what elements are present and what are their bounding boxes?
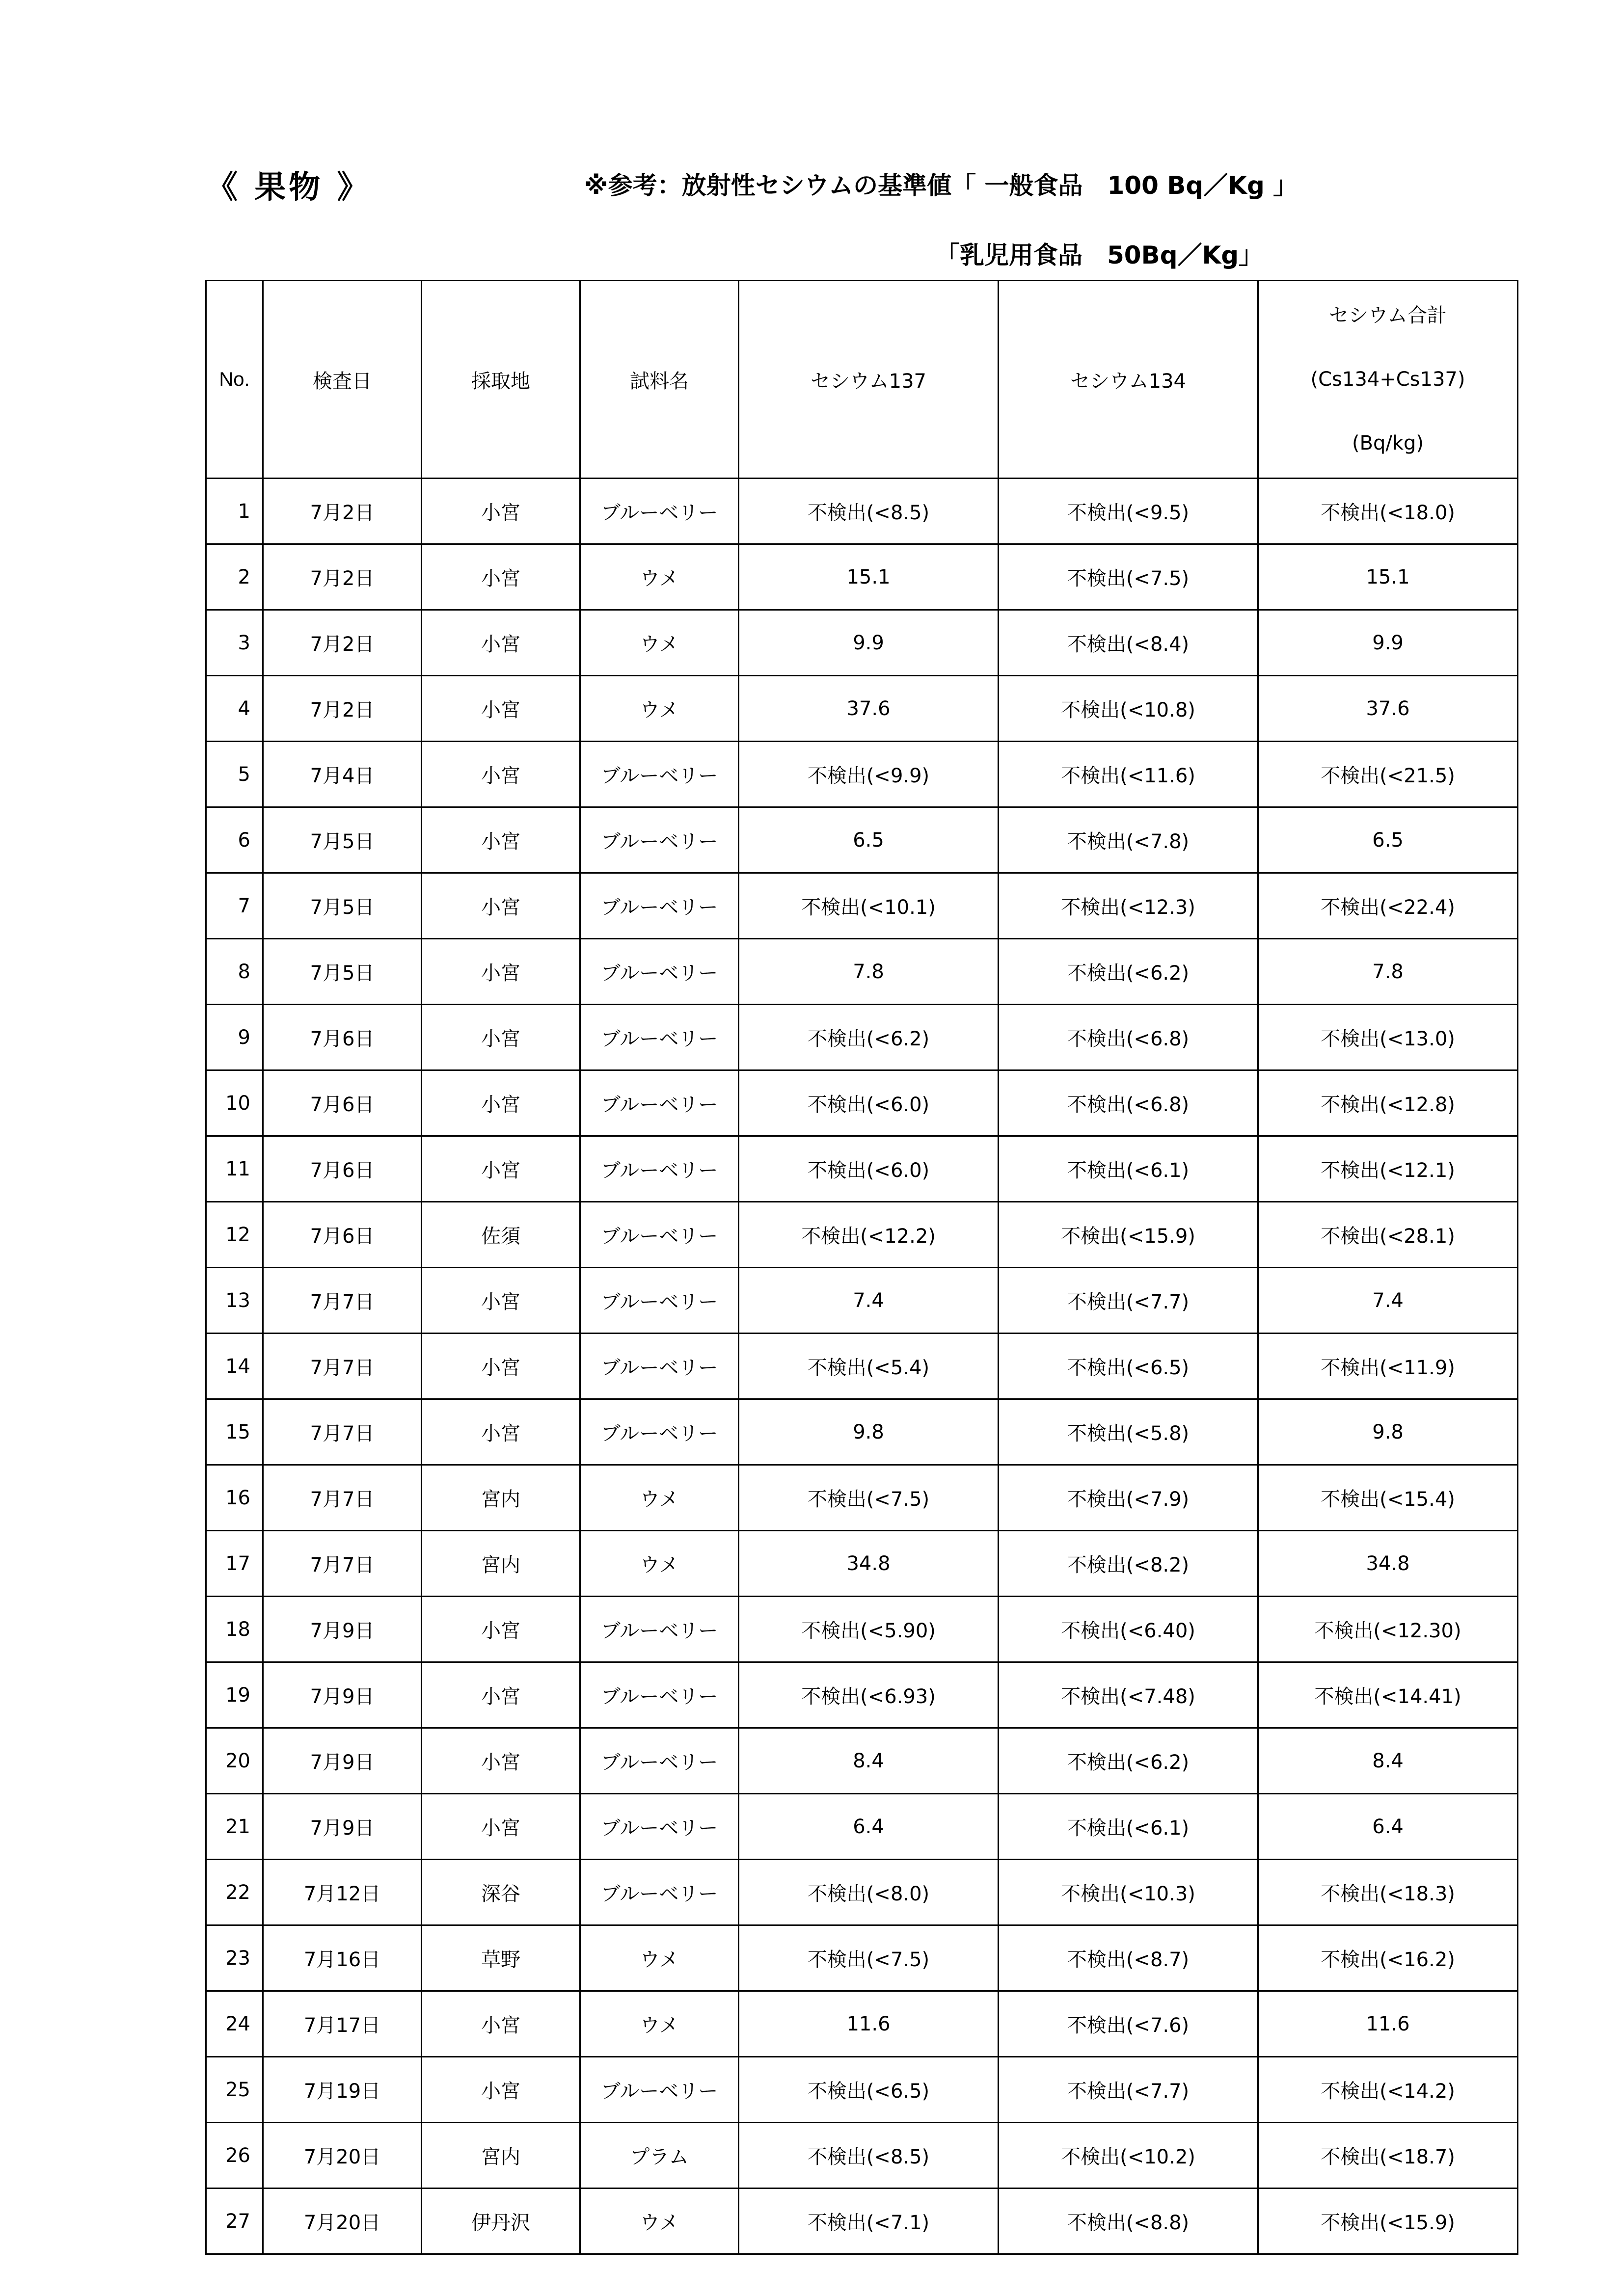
cell-total: 7.4 [1258, 1268, 1518, 1334]
cell-cs134: 不検出(<6.2) [999, 1728, 1258, 1794]
cell-sample: ウメ [580, 1925, 739, 1991]
cell-date: 7月7日 [263, 1465, 422, 1531]
cell-cs134: 不検出(<6.1) [999, 1136, 1258, 1202]
cell-cs137: 15.1 [739, 544, 999, 610]
header-row [206, 281, 1518, 479]
table-row [206, 939, 1518, 1005]
cell-total: 不検出(<16.2) [1258, 1925, 1518, 1991]
table-row [206, 1005, 1518, 1070]
cell-total: 6.5 [1258, 807, 1518, 873]
table-row [206, 1202, 1518, 1268]
header-total-unit: (Bq/kg) [1352, 432, 1424, 454]
cell-cs134: 不検出(<7.9) [999, 1465, 1258, 1531]
cell-location: 小宮 [422, 939, 580, 1005]
cell-no: 20 [206, 1728, 263, 1794]
cell-cs137: 37.6 [739, 676, 999, 742]
table-row [206, 1399, 1518, 1465]
cell-no: 25 [206, 2057, 263, 2123]
cell-cs134: 不検出(<9.5) [999, 479, 1258, 544]
cell-cs134: 不検出(<8.4) [999, 610, 1258, 676]
cell-date: 7月20日 [263, 2189, 422, 2254]
table-row [206, 544, 1518, 610]
cell-date: 7月6日 [263, 1005, 422, 1070]
cell-cs134: 不検出(<7.5) [999, 544, 1258, 610]
cell-date: 7月2日 [263, 676, 422, 742]
header-cs134: セシウム134 [999, 281, 1258, 479]
cell-sample: ブルーベリー [580, 1334, 739, 1399]
cell-no: 27 [206, 2189, 263, 2254]
cell-location: 小宮 [422, 1268, 580, 1334]
cell-date: 7月20日 [263, 2123, 422, 2189]
cell-no: 15 [206, 1399, 263, 1465]
cell-date: 7月5日 [263, 873, 422, 939]
cell-location: 小宮 [422, 873, 580, 939]
reference-standard-general: ※参考：放射性セシウムの基準値「 一般食品 100 Bq／Kg 」 [584, 171, 1298, 200]
cell-no: 18 [206, 1597, 263, 1662]
cell-total: 不検出(<18.7) [1258, 2123, 1518, 2189]
cell-location: 小宮 [422, 1334, 580, 1399]
cell-location: 草野 [422, 1925, 580, 1991]
cell-no: 1 [206, 479, 263, 544]
cell-no: 2 [206, 544, 263, 610]
cell-date: 7月6日 [263, 1070, 422, 1136]
table-row [206, 1334, 1518, 1399]
cell-cs134: 不検出(<7.6) [999, 1991, 1258, 2057]
cell-total: 不検出(<18.3) [1258, 1860, 1518, 1925]
cell-sample: ブルーベリー [580, 1005, 739, 1070]
table-row [206, 1136, 1518, 1202]
cell-cs137: 不検出(<9.9) [739, 742, 999, 807]
cell-no: 17 [206, 1531, 263, 1597]
cell-cs134: 不検出(<12.3) [999, 873, 1258, 939]
cell-total: 37.6 [1258, 676, 1518, 742]
cell-cs134: 不検出(<11.6) [999, 742, 1258, 807]
cell-date: 7月7日 [263, 1334, 422, 1399]
cell-date: 7月6日 [263, 1136, 422, 1202]
cell-cs137: 不検出(<5.90) [739, 1597, 999, 1662]
cell-total: 不検出(<28.1) [1258, 1202, 1518, 1268]
cell-total: 不検出(<13.0) [1258, 1005, 1518, 1070]
table-row [206, 742, 1518, 807]
cell-location: 小宮 [422, 807, 580, 873]
table-row [206, 2189, 1518, 2254]
page-title: 《 果物 》 [206, 169, 372, 206]
cell-total: 9.9 [1258, 610, 1518, 676]
cell-date: 7月5日 [263, 807, 422, 873]
cell-date: 7月6日 [263, 1202, 422, 1268]
cell-location: 小宮 [422, 1597, 580, 1662]
cell-cs137: 不検出(<6.0) [739, 1136, 999, 1202]
cell-location: 小宮 [422, 2057, 580, 2123]
cell-sample: ウメ [580, 544, 739, 610]
cell-date: 7月19日 [263, 2057, 422, 2123]
cell-total: 不検出(<12.30) [1258, 1597, 1518, 1662]
cell-cs137: 不検出(<6.0) [739, 1070, 999, 1136]
table-row [206, 2057, 1518, 2123]
cell-sample: ブルーベリー [580, 1399, 739, 1465]
cell-date: 7月12日 [263, 1860, 422, 1925]
cell-total: 不検出(<21.5) [1258, 742, 1518, 807]
cell-date: 7月7日 [263, 1531, 422, 1597]
cell-date: 7月9日 [263, 1597, 422, 1662]
table-row [206, 2123, 1518, 2189]
cell-sample: ブルーベリー [580, 939, 739, 1005]
cell-sample: ブルーベリー [580, 873, 739, 939]
cell-date: 7月9日 [263, 1728, 422, 1794]
cell-total: 不検出(<15.9) [1258, 2189, 1518, 2254]
cell-cs134: 不検出(<8.2) [999, 1531, 1258, 1597]
cell-sample: ブルーベリー [580, 2057, 739, 2123]
cell-total: 34.8 [1258, 1531, 1518, 1597]
cell-date: 7月2日 [263, 610, 422, 676]
cell-cs134: 不検出(<10.3) [999, 1860, 1258, 1925]
header-total-formula: (Cs134+Cs137) [1310, 368, 1465, 391]
cell-location: 深谷 [422, 1860, 580, 1925]
cell-no: 22 [206, 1860, 263, 1925]
cell-total: 6.4 [1258, 1794, 1518, 1860]
cell-no: 6 [206, 807, 263, 873]
cell-no: 12 [206, 1202, 263, 1268]
cell-location: 宮内 [422, 1465, 580, 1531]
table-row [206, 1662, 1518, 1728]
cell-no: 9 [206, 1005, 263, 1070]
cell-total: 不検出(<11.9) [1258, 1334, 1518, 1399]
cell-cs134: 不検出(<7.8) [999, 807, 1258, 873]
cell-sample: ブルーベリー [580, 1597, 739, 1662]
header-sample: 試料名 [580, 281, 739, 479]
cell-location: 宮内 [422, 1531, 580, 1597]
cell-location: 小宮 [422, 1662, 580, 1728]
cell-location: 小宮 [422, 1991, 580, 2057]
table-row [206, 676, 1518, 742]
cell-cs134: 不検出(<6.2) [999, 939, 1258, 1005]
cell-no: 14 [206, 1334, 263, 1399]
cell-no: 23 [206, 1925, 263, 1991]
cell-sample: プラム [580, 2123, 739, 2189]
cell-sample: ウメ [580, 1991, 739, 2057]
table-row [206, 479, 1518, 544]
cell-location: 宮内 [422, 2123, 580, 2189]
cell-cs134: 不検出(<10.8) [999, 676, 1258, 742]
cell-sample: ブルーベリー [580, 1136, 739, 1202]
cell-total: 15.1 [1258, 544, 1518, 610]
cell-location: 小宮 [422, 676, 580, 742]
cell-sample: ウメ [580, 610, 739, 676]
table-row [206, 1597, 1518, 1662]
cell-date: 7月2日 [263, 544, 422, 610]
table-row [206, 1268, 1518, 1334]
table-row [206, 1465, 1518, 1531]
cell-no: 21 [206, 1794, 263, 1860]
cell-total: 7.8 [1258, 939, 1518, 1005]
cell-cs137: 不検出(<8.5) [739, 2123, 999, 2189]
reference-standard-infant: 「乳児用食品 50Bq／Kg」 [935, 241, 1264, 269]
cell-cs134: 不検出(<6.40) [999, 1597, 1258, 1662]
cell-cs137: 不検出(<5.4) [739, 1334, 999, 1399]
cell-sample: ウメ [580, 1465, 739, 1531]
header-total [1258, 281, 1518, 479]
cell-cs134: 不検出(<6.1) [999, 1794, 1258, 1860]
cell-cs137: 8.4 [739, 1728, 999, 1794]
cell-cs134: 不検出(<5.8) [999, 1399, 1258, 1465]
header-date: 検査日 [263, 281, 422, 479]
cell-date: 7月2日 [263, 479, 422, 544]
table-row [206, 807, 1518, 873]
cell-no: 13 [206, 1268, 263, 1334]
cell-date: 7月9日 [263, 1794, 422, 1860]
cell-date: 7月4日 [263, 742, 422, 807]
cell-cs137: 9.9 [739, 610, 999, 676]
cell-location: 小宮 [422, 1070, 580, 1136]
cell-cs137: 7.8 [739, 939, 999, 1005]
cell-total: 不検出(<22.4) [1258, 873, 1518, 939]
header-cs137: セシウム137 [739, 281, 999, 479]
table-row [206, 1531, 1518, 1597]
cell-date: 7月9日 [263, 1662, 422, 1728]
cell-no: 4 [206, 676, 263, 742]
cell-sample: ウメ [580, 2189, 739, 2254]
table-row [206, 1794, 1518, 1860]
cell-total: 8.4 [1258, 1728, 1518, 1794]
cell-sample: ブルーベリー [580, 1728, 739, 1794]
table-row [206, 1070, 1518, 1136]
cell-total: 不検出(<14.2) [1258, 2057, 1518, 2123]
cell-no: 8 [206, 939, 263, 1005]
cell-cs137: 不検出(<7.1) [739, 2189, 999, 2254]
cell-no: 10 [206, 1070, 263, 1136]
cell-location: 小宮 [422, 1136, 580, 1202]
cell-location: 小宮 [422, 479, 580, 544]
cell-sample: ブルーベリー [580, 1794, 739, 1860]
results-table [205, 280, 1518, 2255]
cell-sample: ウメ [580, 1531, 739, 1597]
cell-cs137: 34.8 [739, 1531, 999, 1597]
cell-location: 佐須 [422, 1202, 580, 1268]
cell-cs137: 不検出(<12.2) [739, 1202, 999, 1268]
cell-no: 11 [206, 1136, 263, 1202]
cell-total: 不検出(<14.41) [1258, 1662, 1518, 1728]
table-row [206, 873, 1518, 939]
table-body [206, 479, 1518, 2254]
cell-location: 小宮 [422, 1399, 580, 1465]
cell-total: 11.6 [1258, 1991, 1518, 2057]
cell-cs137: 不検出(<7.5) [739, 1465, 999, 1531]
cell-location: 小宮 [422, 1794, 580, 1860]
cell-cs137: 不検出(<7.5) [739, 1925, 999, 1991]
cell-total: 9.8 [1258, 1399, 1518, 1465]
cell-sample: ブルーベリー [580, 807, 739, 873]
cell-cs134: 不検出(<15.9) [999, 1202, 1258, 1268]
cell-location: 小宮 [422, 1728, 580, 1794]
cell-date: 7月16日 [263, 1925, 422, 1991]
cell-cs137: 6.4 [739, 1794, 999, 1860]
cell-cs134: 不検出(<7.7) [999, 2057, 1258, 2123]
table-row [206, 1991, 1518, 2057]
cell-cs137: 不検出(<8.0) [739, 1860, 999, 1925]
cell-cs134: 不検出(<7.7) [999, 1268, 1258, 1334]
cell-cs134: 不検出(<6.8) [999, 1005, 1258, 1070]
cell-no: 5 [206, 742, 263, 807]
table-row [206, 1925, 1518, 1991]
cell-sample: ブルーベリー [580, 742, 739, 807]
cell-cs134: 不検出(<8.8) [999, 2189, 1258, 2254]
cell-sample: ブルーベリー [580, 1662, 739, 1728]
cell-no: 16 [206, 1465, 263, 1531]
cell-sample: ウメ [580, 676, 739, 742]
cell-no: 7 [206, 873, 263, 939]
cell-cs134: 不検出(<10.2) [999, 2123, 1258, 2189]
cell-date: 7月5日 [263, 939, 422, 1005]
cell-cs134: 不検出(<6.5) [999, 1334, 1258, 1399]
cell-no: 3 [206, 610, 263, 676]
cell-date: 7月7日 [263, 1268, 422, 1334]
cell-total: 不検出(<12.1) [1258, 1136, 1518, 1202]
cell-sample: ブルーベリー [580, 1268, 739, 1334]
cell-location: 小宮 [422, 610, 580, 676]
cell-sample: ブルーベリー [580, 1860, 739, 1925]
cell-cs134: 不検出(<6.8) [999, 1070, 1258, 1136]
header-location: 採取地 [422, 281, 580, 479]
cell-cs137: 不検出(<10.1) [739, 873, 999, 939]
cell-location: 小宮 [422, 544, 580, 610]
cell-date: 7月7日 [263, 1399, 422, 1465]
cell-sample: ブルーベリー [580, 1070, 739, 1136]
header-no: No. [206, 281, 263, 479]
cell-cs137: 不検出(<6.93) [739, 1662, 999, 1728]
table-row [206, 610, 1518, 676]
cell-total: 不検出(<15.4) [1258, 1465, 1518, 1531]
cell-cs137: 7.4 [739, 1268, 999, 1334]
table-row [206, 1860, 1518, 1925]
cell-location: 小宮 [422, 742, 580, 807]
cell-cs134: 不検出(<7.48) [999, 1662, 1258, 1728]
cell-no: 19 [206, 1662, 263, 1728]
cell-cs137: 9.8 [739, 1399, 999, 1465]
cell-sample: ブルーベリー [580, 479, 739, 544]
cell-no: 24 [206, 1991, 263, 2057]
cell-sample: ブルーベリー [580, 1202, 739, 1268]
cell-date: 7月17日 [263, 1991, 422, 2057]
cell-no: 26 [206, 2123, 263, 2189]
header-total-title: セシウム合計 [1329, 304, 1447, 327]
cell-location: 伊丹沢 [422, 2189, 580, 2254]
cell-total: 不検出(<18.0) [1258, 479, 1518, 544]
cell-cs137: 不検出(<8.5) [739, 479, 999, 544]
table-row [206, 1728, 1518, 1794]
cell-location: 小宮 [422, 1005, 580, 1070]
cell-cs134: 不検出(<8.7) [999, 1925, 1258, 1991]
cell-cs137: 不検出(<6.2) [739, 1005, 999, 1070]
cell-total: 不検出(<12.8) [1258, 1070, 1518, 1136]
cell-cs137: 11.6 [739, 1991, 999, 2057]
cell-cs137: 6.5 [739, 807, 999, 873]
cell-cs137: 不検出(<6.5) [739, 2057, 999, 2123]
